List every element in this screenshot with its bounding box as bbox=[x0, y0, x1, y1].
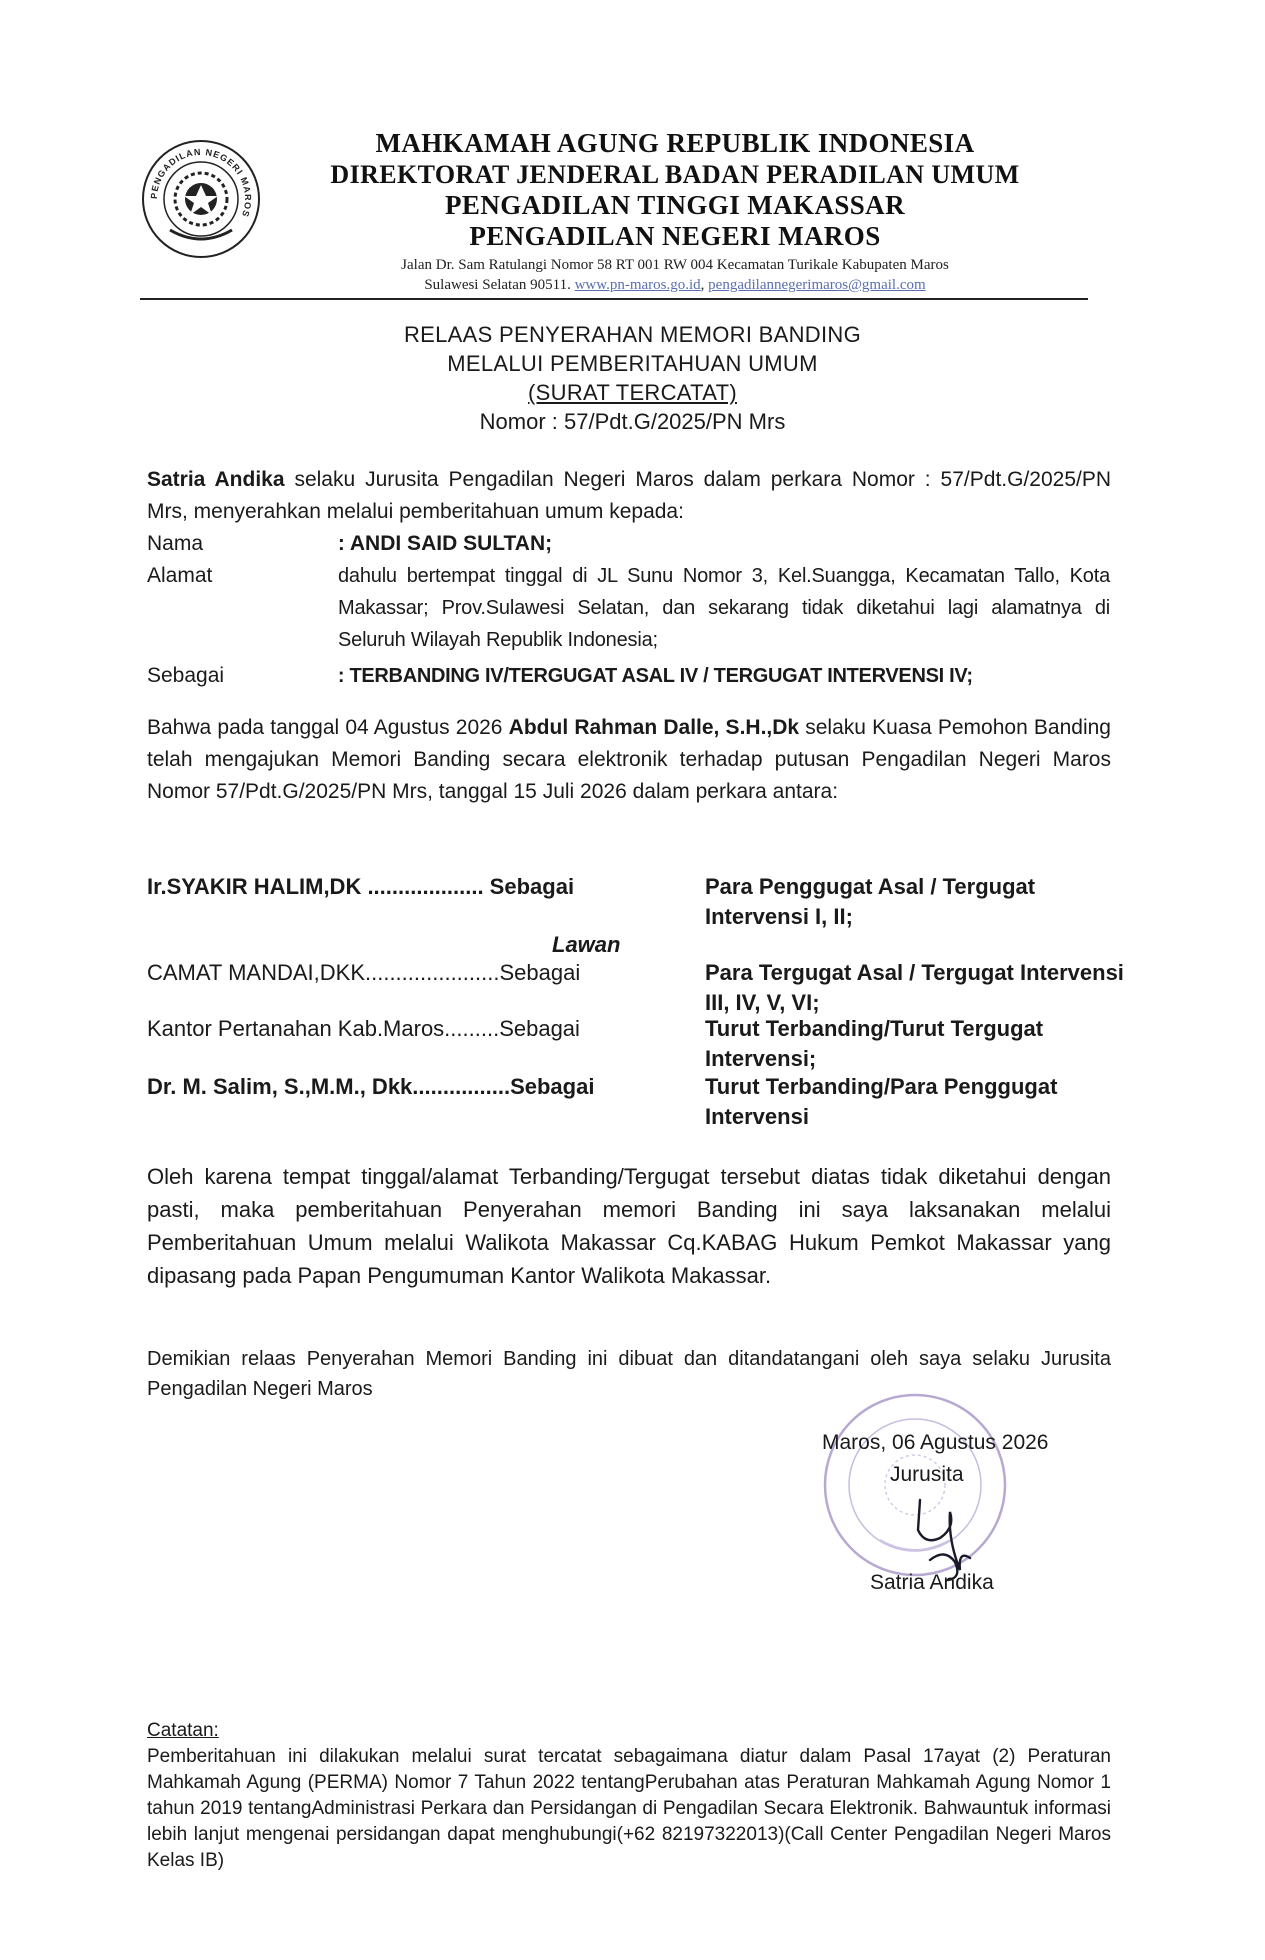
party-1-name: Ir.SYAKIR HALIM,DK ................... Sebagai bbox=[147, 874, 575, 899]
signature-name: Satria Andika bbox=[870, 1571, 994, 1594]
party-4-role: Turut Terbanding/Para Penggugat Intervensi bbox=[705, 1074, 1058, 1129]
document-number: Nomor : 57/Pdt.G/2025/PN Mrs bbox=[479, 409, 786, 434]
recipient-address-row bbox=[147, 560, 322, 592]
reason-paragraph: Oleh karena tempat tinggal/alamat Terbanding/Tergugat tersebut diatas tidak diketahui dengan pasti, maka pemberitahuan Penyerahan memori Banding ini saya laksanakan melalui Pemberitahuan Umum melalui Walikota Makassar Cq.KABAG Hukum Pemkot Makassar yang dipasang pada Papan Pengumuman Kantor Walikota Makassar. bbox=[147, 1164, 1111, 1288]
role-label: Sebagai bbox=[147, 664, 225, 687]
recipient-name-row bbox=[147, 528, 552, 560]
notes-body: Pemberitahuan ini dilakukan melalui surat tercatat sebagaimana diatur dalam Pasal 17ayat (2) Peraturan Mahkamah Agung (PERMA) Nomor 7 Tahun 2022 tentangPerubahan atas Peraturan Mahkamah Agung Nomor 1 tahun 2019 tentangAdministrasi Perkara dan Persidangan di Pengadilan Secara Elektronik. Bahwauntuk informasi lebih lanjut mengenai persidangan dapat menghubungi(+62 82197322013)(Call Center Pengadilan Negeri Maros Kelas IB) bbox=[147, 1746, 1111, 1871]
address-label: Alamat bbox=[147, 564, 213, 587]
party-2-role: Para Tergugat Asal / Tergugat Intervensi III, IV, V, VI; bbox=[705, 960, 1124, 1015]
letterhead bbox=[140, 128, 1088, 306]
header-address bbox=[262, 255, 1088, 295]
title-line-3: (SURAT TERCATAT) bbox=[528, 380, 737, 405]
email-link[interactable]: pengadilannegerimaros@gmail.com bbox=[708, 277, 926, 293]
title-line-1: RELAAS PENYERAHAN MEMORI BANDING bbox=[403, 322, 862, 347]
address-line-2 bbox=[262, 275, 1088, 295]
party-2-name: CAMAT MANDAI,DKK......................Sebagai bbox=[147, 960, 581, 985]
header-line-1: MAHKAMAH AGUNG REPUBLIK INDONESIA bbox=[375, 128, 975, 158]
title-line-2: MELALUI PEMBERITAHUAN UMUM bbox=[447, 351, 818, 376]
svg-text:PENGADILAN NEGERI MAROS: PENGADILAN NEGERI MAROS bbox=[148, 146, 254, 219]
intro-paragraph bbox=[147, 464, 1111, 528]
address-postal: Sulawesi Selatan 90511. bbox=[424, 277, 571, 293]
recipient-role-row bbox=[147, 660, 973, 692]
header-line-4: PENGADILAN NEGERI MAROS bbox=[469, 221, 881, 251]
party-3-name: Kantor Pertanahan Kab.Maros.........Sebagai bbox=[147, 1016, 580, 1041]
header-line-3: PENGADILAN TINGGI MAKASSAR bbox=[445, 190, 905, 220]
website-link[interactable]: www.pn-maros.go.id bbox=[574, 277, 701, 293]
header-divider bbox=[140, 298, 1088, 300]
notes-heading: Catatan: bbox=[147, 1720, 219, 1741]
name-value: : ANDI SAID SULTAN; bbox=[337, 532, 553, 555]
bahwa-paragraph bbox=[147, 712, 1111, 808]
role-value: : TERBANDING IV/TERGUGAT ASAL IV / TERGUGAT INTERVENSI IV; bbox=[337, 665, 973, 687]
jurusita-name: Satria Andika bbox=[147, 468, 285, 491]
address-value: dahulu bertempat tinggal di JL Sunu Nomor 3, Kel.Suangga, Kecamatan Tallo, Kota Makassar; Prov.Sulawesi Selatan, dan sekarang tidak diketahui lagi alamatnya di Seluruh Wilayah Republik Indonesia; bbox=[338, 565, 1110, 651]
name-label: Nama bbox=[147, 532, 204, 555]
document-title bbox=[0, 320, 1265, 437]
court-logo-icon bbox=[140, 138, 262, 260]
party-4-name: Dr. M. Salim, S.,M.M., Dkk................Sebagai bbox=[147, 1074, 595, 1099]
address-line-1: Jalan Dr. Sam Ratulangi Nomor 58 RT 001 RW 004 Kecamatan Turikale Kabupaten Maros bbox=[401, 257, 949, 273]
signature-place-date: Maros, 06 Agustus 2026 bbox=[822, 1431, 1049, 1454]
party-1-role: Para Penggugat Asal / Tergugat Intervensi I, II; bbox=[705, 874, 1036, 929]
header-line-2: DIREKTORAT JENDERAL BADAN PERADILAN UMUM bbox=[330, 160, 1020, 189]
intro-text: selaku Jurusita Pengadilan Negeri Maros dalam perkara Nomor : 57/Pdt.G/2025/PN Mrs, menyerahkan melalui pemberitahuan umum kepada: bbox=[147, 468, 1112, 523]
lawan-label: Lawan bbox=[552, 932, 621, 957]
party-3-role: Turut Terbanding/Turut Tergugat Intervensi; bbox=[705, 1016, 1044, 1071]
bahwa-suffix: selaku Kuasa Pemohon Banding telah mengajukan Memori Banding secara elektronik terhadap putusan Pengadilan Negeri Maros Nomor 57/Pdt.G/2025/PN Mrs, tanggal 15 Juli 2026 dalam perkara antara: bbox=[147, 716, 1111, 803]
address-separator: , bbox=[700, 277, 705, 293]
kuasa-name: Abdul Rahman Dalle, S.H.,Dk bbox=[508, 716, 800, 739]
bahwa-prefix: Bahwa pada tanggal 04 Agustus 2026 bbox=[147, 716, 509, 739]
closing-paragraph: Demikian relaas Penyerahan Memori Banding ini dibuat dan ditandatangani oleh saya selaku Jurusita Pengadilan Negeri Maros bbox=[147, 1348, 1111, 1400]
signature-title: Jurusita bbox=[890, 1463, 964, 1486]
